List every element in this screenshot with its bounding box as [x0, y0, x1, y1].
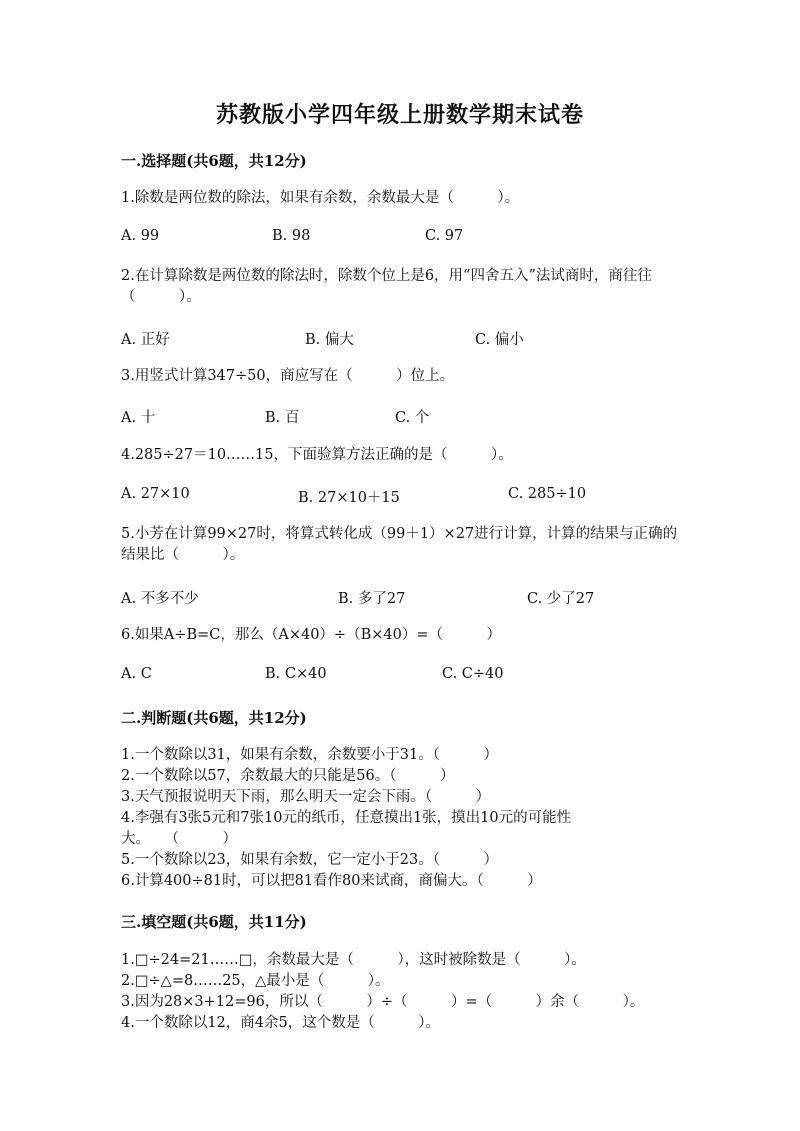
- question-text: 2.在计算除数是两位数的除法时，除数个位上是6，用“四舍五入”法试商时，商往往（ ）。: [121, 268, 652, 305]
- option-b: B. 98: [272, 228, 311, 244]
- exam-title: 苏教版小学四年级上册数学期末试卷: [215, 102, 584, 128]
- option-c: C. 少了27: [527, 591, 595, 607]
- judgement-line: 1.一个数除以31，如果有余数，余数要小于31。（ ）: [121, 747, 498, 763]
- option-b: B. C×40: [265, 666, 327, 682]
- option-a: A. 不多不少: [121, 591, 199, 607]
- option-c: C. 个: [395, 410, 430, 426]
- judgement-line: 3.天气预报说明天下雨，那么明天一定会下雨。（ ）: [121, 789, 491, 805]
- judgement-line: 6.计算400÷81时，可以把81看作80来试商，商偏大。（ ）: [121, 873, 542, 889]
- judgement-line: 2.一个数除以57，余数最大的只能是56。（ ）: [121, 768, 455, 784]
- option-a: A. 99: [121, 228, 160, 244]
- option-b: B. 百: [265, 410, 300, 426]
- section-heading-choice: 一.选择题(共6题，共12分): [121, 152, 307, 170]
- fill-line: 1.□÷24=21……□，余数最大是（ ），这时被除数是（ ）。: [121, 952, 586, 968]
- option-a: A. 十: [121, 410, 156, 426]
- judgement-line: 5.一个数除以23，如果有余数，它一定小于23。（ ）: [121, 852, 498, 868]
- option-b: B. 偏大: [305, 332, 354, 348]
- judgement-line: 4.李强有3张5元和7张10元的纸币，任意摸出1张，摸出10元的可能性: [121, 810, 572, 826]
- question-text: 1.除数是两位数的除法，如果有余数，余数最大是（ ）。: [121, 190, 520, 206]
- option-a: A. 正好: [121, 332, 170, 348]
- fill-line: 3.因为28×3+12=96，所以（ ）÷（ ）=（ ）余（ ）。: [121, 994, 645, 1010]
- question-text: 3.用竖式计算347÷50，商应写在（ ）位上。: [121, 368, 455, 384]
- question-text: 4.285÷27＝10……15，下面验算方法正确的是（ ）。: [121, 447, 513, 463]
- question-text: 6.如果A÷B=C，那么（A×40）÷（B×40）=（ ）: [121, 627, 501, 643]
- option-a: A. 27×10: [121, 486, 190, 502]
- option-c: C. 97: [425, 228, 464, 244]
- option-c: C. 285÷10: [508, 486, 587, 502]
- section-heading-judgement: 二.判断题(共6题，共12分): [121, 709, 307, 727]
- option-a: A. C: [121, 666, 152, 682]
- option-b: B. 27×10＋15: [298, 490, 400, 506]
- section-heading-fill: 三.填空题(共6题，共11分): [121, 913, 307, 931]
- judgement-line: 大。 （ ）: [121, 831, 237, 847]
- fill-line: 2.□÷△=8……25，△最小是（ ）。: [121, 973, 390, 989]
- option-b: B. 多了27: [338, 591, 406, 607]
- option-c: C. 偏小: [475, 332, 524, 348]
- option-c: C. C÷40: [442, 666, 504, 682]
- question-text: 5.小芳在计算99×27时，将算式转化成（99＋1）×27进行计算，计算的结果与正确的结果比（ ）。: [121, 526, 678, 563]
- fill-line: 4.一个数除以12，商4余5，这个数是（ ）。: [121, 1015, 440, 1031]
